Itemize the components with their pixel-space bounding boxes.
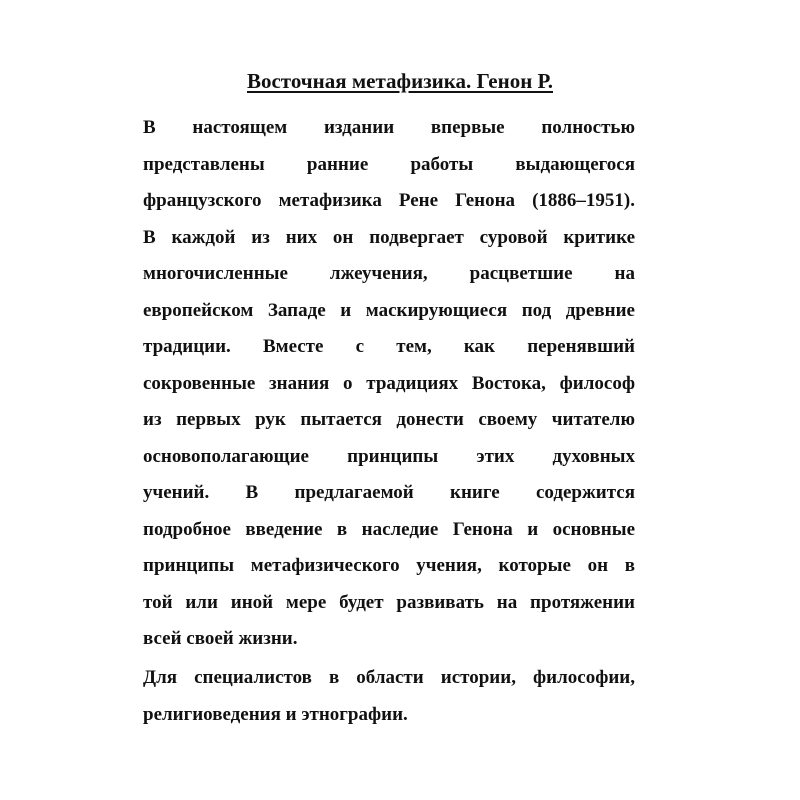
text-line: Для специалистов в области истории, философии, xyxy=(143,667,635,688)
text-line: той или иной мере будет развивать на протяжении xyxy=(143,591,635,613)
text-line: всей своей жизни. xyxy=(143,628,298,649)
text-line: В настоящем издании впервые полностью xyxy=(143,117,635,138)
text-line: многочисленные лжеучения, расцветшие на xyxy=(143,263,635,284)
text-line: европейском Западе и маскирующиеся под древние xyxy=(143,299,635,321)
text-line: религиоведения и этнографии. xyxy=(143,703,408,725)
text-line: французского метафизика Рене Генона (1886–1951). xyxy=(143,190,635,211)
text-line: представлены ранние работы выдающегося xyxy=(143,153,635,175)
text-line: подробное введение в наследие Генона и основные xyxy=(143,518,635,540)
annotation-paragraph xyxy=(143,110,635,658)
text-line: из первых рук пытается донести своему читателю xyxy=(143,409,635,430)
text-line: традиции. Вместе с тем, как перенявший xyxy=(143,336,635,357)
text-line: сокровенные знания о традициях Востока, философ xyxy=(143,372,635,394)
text-line: основополагающие принципы этих духовных xyxy=(143,445,635,467)
audience-paragraph xyxy=(143,660,635,733)
text-line: принципы метафизического учения, которые он в xyxy=(143,555,635,576)
text-line: учений. В предлагаемой книге содержится xyxy=(143,482,635,503)
text-line: В каждой из них он подвергает суровой критике xyxy=(143,226,635,248)
document-title: Восточная метафизика. Генон Р. xyxy=(246,69,553,93)
